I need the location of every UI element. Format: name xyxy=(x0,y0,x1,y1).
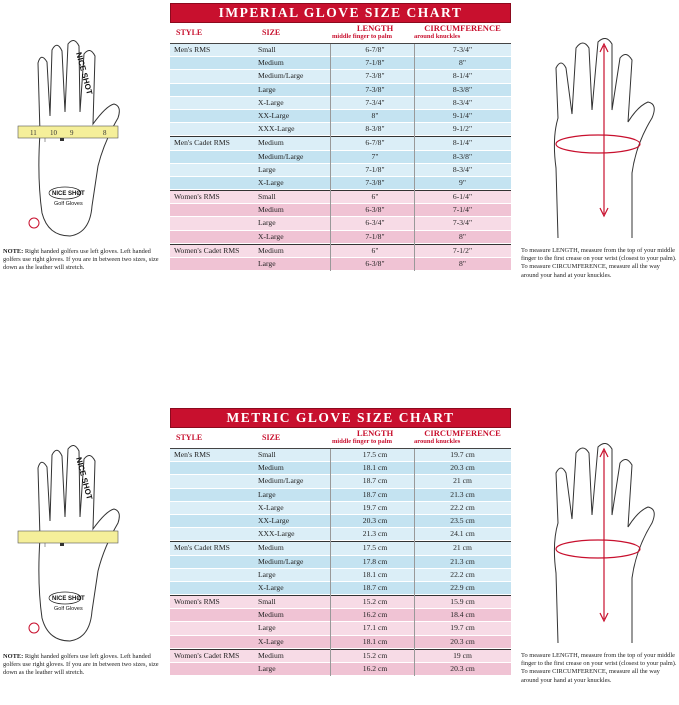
cell-size: Medium/Large xyxy=(258,476,304,486)
cell-circumference: 23.5 cm xyxy=(450,515,475,525)
cell-length: 20.3 cm xyxy=(362,515,388,525)
cell-circumference: 8-1/4" xyxy=(452,138,473,148)
column-divider xyxy=(414,449,415,676)
table-row xyxy=(170,502,511,515)
cell-length: 18.1 cm xyxy=(362,463,388,473)
chart-header xyxy=(170,428,511,449)
chart-title: METRIC GLOVE SIZE CHART xyxy=(170,408,511,428)
table-row xyxy=(170,231,511,244)
cell-circumference: 7-1/2" xyxy=(452,245,473,255)
cell-style: Men's RMS xyxy=(174,450,211,459)
cell-length: 6-3/8" xyxy=(365,205,385,215)
cell-length: 18.1 cm xyxy=(362,636,388,646)
glove-snap-icon xyxy=(29,218,39,228)
cell-style: Women's RMS xyxy=(174,192,220,202)
table-row xyxy=(170,123,511,136)
note-text: Right handed golfers use left gloves. Left handed golfers use right gloves. If you are in between two sizes, size down as the leather will stretch. xyxy=(3,653,159,677)
cell-size: Medium xyxy=(258,543,284,553)
imperial-chart xyxy=(170,3,511,271)
table-row xyxy=(170,164,511,177)
cell-length: 7-3/8" xyxy=(365,177,385,187)
cell-circumference: 9-1/4" xyxy=(452,110,473,120)
cell-circumference: 7-3/4" xyxy=(452,218,473,228)
cell-length: 18.7 cm xyxy=(362,489,388,499)
cell-length: 16.2 cm xyxy=(362,664,388,673)
cell-circumference: 22.9 cm xyxy=(450,582,475,592)
cell-size: Small xyxy=(258,450,276,459)
cell-length: 8-3/8" xyxy=(365,124,385,134)
table-row xyxy=(170,541,511,555)
cell-length: 6-7/8" xyxy=(365,138,385,148)
cell-size: Large xyxy=(258,218,276,228)
note-label: NOTE: xyxy=(3,653,24,660)
cell-size: XXX-Large xyxy=(258,529,295,539)
header-style: STYLE xyxy=(176,433,203,442)
table-row xyxy=(170,44,511,57)
cell-length: 7-1/8" xyxy=(365,164,385,174)
header-circumference: CIRCUMFERENCE around knuckles xyxy=(414,23,501,40)
metric-chart xyxy=(170,408,511,676)
cell-size: Small xyxy=(258,45,276,54)
cell-length: 15.2 cm xyxy=(362,597,388,607)
cell-size: XX-Large xyxy=(258,515,290,525)
column-divider xyxy=(330,449,331,676)
table-row xyxy=(170,449,511,462)
table-row xyxy=(170,609,511,622)
cell-circumference: 19.7 cm xyxy=(450,450,475,459)
cell-size: X-Large xyxy=(258,582,284,592)
header-size: SIZE xyxy=(262,433,281,442)
table-row xyxy=(170,97,511,110)
cell-circumference: 21.3 cm xyxy=(450,489,475,499)
glove-brand-vertical: NICE SHOT xyxy=(74,51,95,96)
cell-size: Large xyxy=(258,164,276,174)
cell-size: Medium/Large xyxy=(258,556,304,566)
table-row xyxy=(170,70,511,83)
table-row xyxy=(170,84,511,97)
cell-circumference: 7-1/4" xyxy=(452,205,473,215)
column-divider xyxy=(330,44,331,271)
cell-style: Women's RMS xyxy=(174,597,220,607)
cell-length: 7-1/8" xyxy=(365,58,385,68)
cell-size: Medium xyxy=(258,138,284,148)
table-row xyxy=(170,569,511,582)
cell-circumference: 7-3/4" xyxy=(452,45,473,54)
cell-length: 19.7 cm xyxy=(362,502,388,512)
glove-logo-sub: Golf Gloves xyxy=(54,201,83,207)
note-label: NOTE: xyxy=(3,248,24,255)
cell-size: Medium xyxy=(258,58,284,68)
cell-length: 6-7/8" xyxy=(365,45,385,54)
cell-circumference: 22.2 cm xyxy=(450,569,475,579)
table-row xyxy=(170,57,511,70)
ruler-tick: 8 xyxy=(103,129,107,137)
header-length: LENGTH middle finger to palm xyxy=(332,428,394,445)
table-row xyxy=(170,556,511,569)
table-row xyxy=(170,258,511,271)
cell-circumference: 8-3/4" xyxy=(452,97,473,107)
cell-size: Large xyxy=(258,489,276,499)
glove-brand-vertical: NICE SHOT xyxy=(74,456,95,501)
table-row xyxy=(170,110,511,123)
cell-circumference: 6-1/4" xyxy=(452,192,473,202)
table-row xyxy=(170,636,511,649)
glove-logo-sub: Golf Gloves xyxy=(54,606,83,612)
table-row xyxy=(170,622,511,635)
cell-length: 17.5 cm xyxy=(362,543,388,553)
cell-length: 7-3/4" xyxy=(365,97,385,107)
header-circumference: CIRCUMFERENCE around knuckles xyxy=(414,428,501,445)
cell-length: 18.1 cm xyxy=(362,569,388,579)
table-row xyxy=(170,582,511,595)
cell-size: Small xyxy=(258,597,276,607)
cell-length: 7-1/8" xyxy=(365,231,385,241)
cell-circumference: 8-3/8" xyxy=(452,84,473,94)
table-row xyxy=(170,663,511,676)
chart-rows xyxy=(170,449,511,676)
cell-size: Large xyxy=(258,623,276,633)
table-row xyxy=(170,190,511,204)
cell-length: 7-3/8" xyxy=(365,84,385,94)
cell-circumference: 8-1/4" xyxy=(452,71,473,81)
cell-length: 21.3 cm xyxy=(362,529,388,539)
cell-circumference: 20.3 cm xyxy=(450,636,475,646)
header-size: SIZE xyxy=(262,28,281,37)
glove-logo-text: NICE SHØT xyxy=(52,596,85,602)
cell-circumference: 21 cm xyxy=(453,476,472,486)
cell-circumference: 21.3 cm xyxy=(450,556,475,566)
cell-length: 7" xyxy=(371,151,379,161)
measure-note: To measure LENGTH, measure from the top of your middle finger to the first crease on your wrist (closest to your palm). To measure CIRCUMFERENCE, measure all the way around your hand at your knuckles. xyxy=(521,652,677,684)
table-row xyxy=(170,462,511,475)
cell-length: 18.7 cm xyxy=(362,476,388,486)
table-row xyxy=(170,204,511,217)
table-row xyxy=(170,528,511,541)
glove-illustration xyxy=(10,443,150,653)
chart-title: IMPERIAL GLOVE SIZE CHART xyxy=(170,3,511,23)
cell-size: XX-Large xyxy=(258,110,290,120)
glove-illustration xyxy=(10,38,150,248)
cell-size: X-Large xyxy=(258,177,284,187)
measure-note: To measure LENGTH, measure from the top of your middle finger to the first crease on your wrist (closest to your palm). To measure CIRCUMFERENCE, measure all the way around your hand at your knuckles. xyxy=(521,247,677,279)
cell-length: 17.8 cm xyxy=(362,556,388,566)
imperial-panel xyxy=(0,0,679,300)
cell-size: X-Large xyxy=(258,636,284,646)
table-row xyxy=(170,136,511,150)
cell-circumference: 21 cm xyxy=(453,543,472,553)
table-row xyxy=(170,475,511,488)
cell-size: XXX-Large xyxy=(258,124,295,134)
glove-note xyxy=(3,653,163,678)
chart-header xyxy=(170,23,511,44)
cell-circumference: 15.9 cm xyxy=(450,597,475,607)
cell-circumference: 20.3 cm xyxy=(450,463,475,473)
cell-length: 6" xyxy=(371,245,379,255)
cell-size: Medium/Large xyxy=(258,71,304,81)
ruler-tick: 11 xyxy=(30,129,37,137)
cell-circumference: 20.3 cm xyxy=(450,664,475,673)
hand-illustration xyxy=(528,443,668,653)
cell-size: Small xyxy=(258,192,276,202)
chart-rows xyxy=(170,44,511,271)
cell-style: Women's Cadet RMS xyxy=(174,650,240,660)
hand-illustration xyxy=(528,38,668,248)
ruler-tick: 10 xyxy=(50,129,57,137)
glove-logo-text: NICE SHØT xyxy=(52,191,85,197)
cell-size: Medium xyxy=(258,650,284,660)
table-row xyxy=(170,151,511,164)
table-row xyxy=(170,217,511,230)
note-text: Right handed golfers use left gloves. Left handed golfers use right gloves. If you are in between two sizes, size down as the leather will stretch. xyxy=(3,248,159,272)
cell-size: Medium xyxy=(258,610,284,620)
cell-size: Large xyxy=(258,569,276,579)
cell-circumference: 8" xyxy=(459,58,466,68)
cell-circumference: 19.7 cm xyxy=(450,623,475,633)
cell-size: Medium xyxy=(258,463,284,473)
glove-snap-icon xyxy=(29,623,39,633)
cell-length: 8" xyxy=(371,110,379,120)
cell-size: Medium/Large xyxy=(258,151,304,161)
cell-circumference: 19 cm xyxy=(453,650,472,660)
cell-circumference: 9" xyxy=(459,177,466,187)
glove-note xyxy=(3,248,163,273)
cell-size: Medium xyxy=(258,205,284,215)
cell-style: Men's Cadet RMS xyxy=(174,543,230,553)
cell-length: 6-3/8" xyxy=(365,259,385,268)
cell-circumference: 22.2 cm xyxy=(450,502,475,512)
cell-length: 16.2 cm xyxy=(362,610,388,620)
cell-length: 6-3/4" xyxy=(365,218,385,228)
cell-length: 6" xyxy=(371,192,379,202)
table-row xyxy=(170,489,511,502)
table-row xyxy=(170,595,511,609)
cell-size: Medium xyxy=(258,245,284,255)
cell-style: Women's Cadet RMS xyxy=(174,245,240,255)
cell-circumference: 24.1 cm xyxy=(450,529,475,539)
header-style: STYLE xyxy=(176,28,203,37)
cell-length: 17.5 cm xyxy=(362,450,388,459)
cell-style: Men's Cadet RMS xyxy=(174,138,230,148)
cell-size: X-Large xyxy=(258,502,284,512)
table-row xyxy=(170,649,511,663)
cell-circumference: 8-3/4" xyxy=(452,164,473,174)
ruler-bar xyxy=(18,531,118,543)
cell-circumference: 8-3/8" xyxy=(452,151,473,161)
cell-length: 18.7 cm xyxy=(362,582,388,592)
cell-style: Men's RMS xyxy=(174,45,211,54)
cell-size: Large xyxy=(258,84,276,94)
column-divider xyxy=(414,44,415,271)
cell-circumference: 18.4 cm xyxy=(450,610,475,620)
cell-size: Large xyxy=(258,664,276,673)
header-length: LENGTH middle finger to palm xyxy=(332,23,394,40)
cell-circumference: 8" xyxy=(459,231,466,241)
table-row xyxy=(170,515,511,528)
table-row xyxy=(170,244,511,258)
cell-length: 15.2 cm xyxy=(362,650,388,660)
cell-size: Large xyxy=(258,259,276,268)
cell-circumference: 8" xyxy=(459,259,466,268)
cell-size: X-Large xyxy=(258,231,284,241)
cell-length: 17.1 cm xyxy=(362,623,388,633)
cell-length: 7-3/8" xyxy=(365,71,385,81)
ruler-tick: 9 xyxy=(70,129,74,137)
table-row xyxy=(170,177,511,190)
cell-size: X-Large xyxy=(258,97,284,107)
metric-panel xyxy=(0,405,679,705)
cell-circumference: 9-1/2" xyxy=(452,124,473,134)
